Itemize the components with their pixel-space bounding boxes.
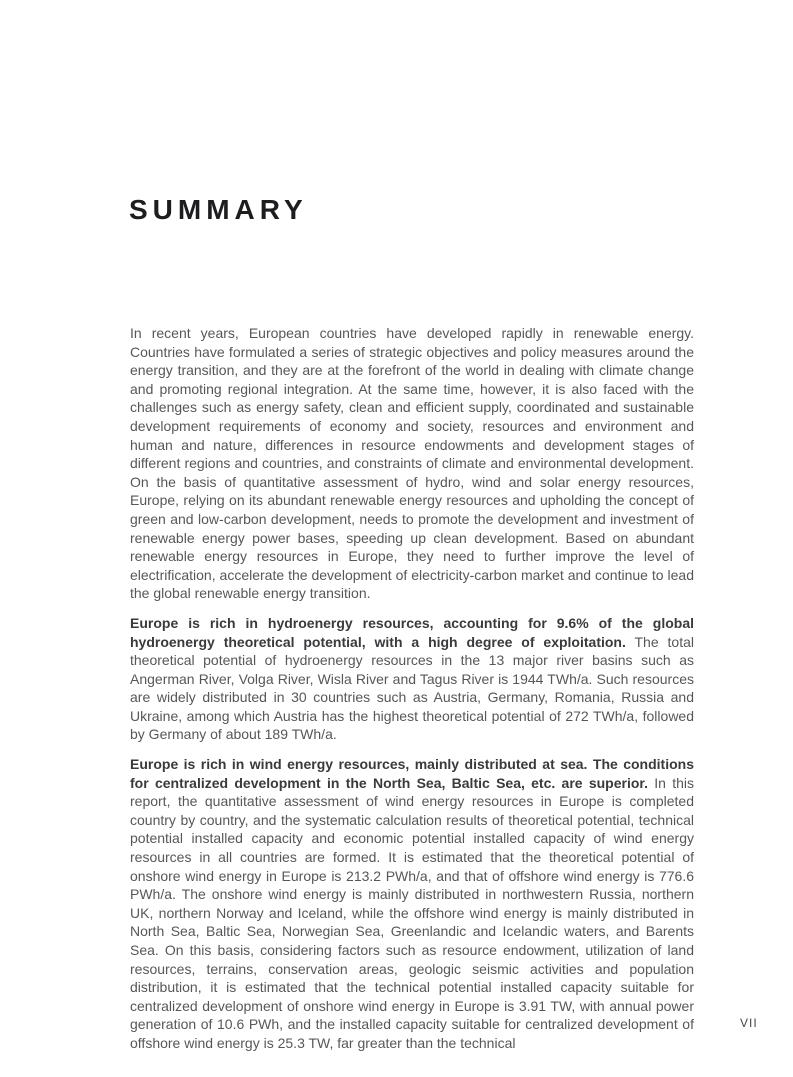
paragraph-1 (130, 324, 694, 603)
paragraph-3-lead: Europe is rich in wind energy resources, mainly distributed at sea. The conditions for centralized development in the North Sea, Baltic Sea, etc. are superior. (130, 756, 694, 791)
page-number: VII (740, 1016, 758, 1030)
paragraph-2-body: The total theoretical potential of hydroenergy resources in the 13 major river basins such as Angerman River, Volga River, Wisla River and Tagus River is 1944 TWh/a. Such resources are widely distributed in 30 countries such as Austria, Germany, Romania, Russia and Ukraine, among which Austria has the highest theoretical potential of 272 TWh/a, followed by Germany of about 189 TWh/a. (130, 633, 694, 743)
summary-text-block (130, 324, 694, 1064)
paragraph-3 (130, 755, 694, 1053)
paragraph-1-body: In recent years, European countries have developed rapidly in renewable energy. Countries have formulated a series of strategic objectives and policy measures around the energy transition, and they are at the forefront of the world in dealing with climate change and promoting regional integration. At the same time, however, it is also faced with the challenges such as energy safety, clean and efficient supply, coordinated and sustainable development requirements of economy and society, resources and environment and human and nature, differences in resource endowments and development stages of different regions and countries, and constraints of climate and environmental development. On the basis of quantitative assessment of hydro, wind and solar energy resources, Europe, relying on its abundant renewable energy resources and upholding the concept of green and low-carbon development, needs to promote the development and investment of renewable energy power bases, speeding up clean development. Based on abundant renewable energy resources in Europe, they need to further improve the level of electrification, accelerate the development of electricity-carbon market and continue to lead the global renewable energy transition. (130, 325, 694, 602)
paragraph-2 (130, 614, 694, 744)
paragraph-3-body: In this report, the quantitative assessment of wind energy resources in Europe is completed country by country, and the systematic calculation results of theoretical potential, technical potential installed capacity and economic potential installed capacity of wind energy resources in all countries are formed. It is estimated that the theoretical potential of onshore wind energy in Europe is 213.2 PWh/a, and that of offshore wind energy is 776.6 PWh/a. The onshore wind energy is mainly distributed in northwestern Russia, northern UK, northern Norway and Iceland, while the offshore wind energy is mainly distributed in North Sea, Baltic Sea, Norwegian Sea, Greenlandic and Icelandic waters, and Barents Sea. On this basis, considering factors such as resource endowment, utilization of land resources, terrains, conservation areas, geologic seismic activities and population distribution, it is estimated that the technical potential installed capacity suitable for centralized development of onshore wind energy in Europe is 3.91 TW, with annual power generation of 10.6 PWh, and the installed capacity suitable for centralized development of offshore wind energy is 25.3 TW, far greater than the technical (130, 774, 695, 1051)
page-title: SUMMARY (129, 194, 308, 225)
paragraph-2-lead: Europe is rich in hydroenergy resources, accounting for 9.6% of the global hydroenergy theoretical potential, with a high degree of exploitation. (130, 614, 694, 650)
